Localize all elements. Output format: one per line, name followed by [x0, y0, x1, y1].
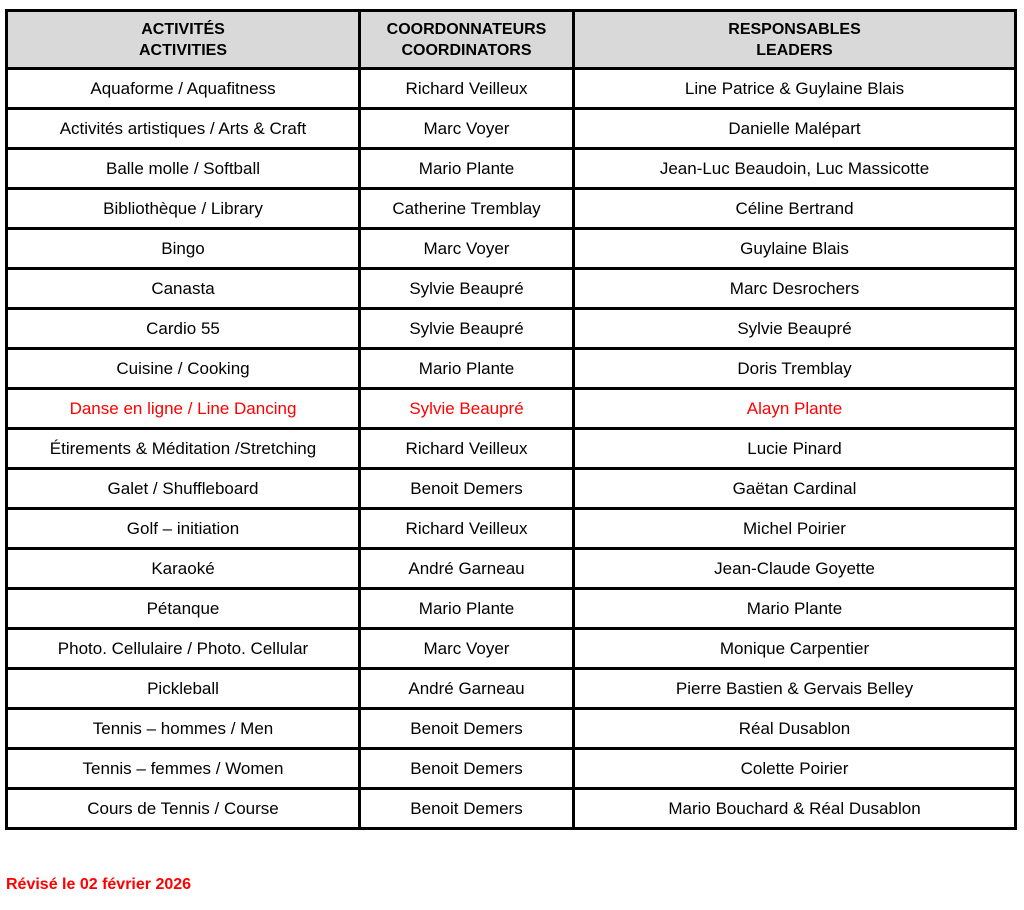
- coordinator-cell: Marc Voyer: [360, 229, 574, 269]
- leader-cell: Mario Plante: [574, 589, 1016, 629]
- coordinator-cell: André Garneau: [360, 549, 574, 589]
- leader-cell: Jean-Claude Goyette: [574, 549, 1016, 589]
- leader-cell: Mario Bouchard & Réal Dusablon: [574, 789, 1016, 829]
- table-row: [7, 109, 1016, 149]
- header-coordinators-en: COORDINATORS: [401, 41, 532, 59]
- leader-cell: Danielle Malépart: [574, 109, 1016, 149]
- leader-cell: Monique Carpentier: [574, 629, 1016, 669]
- table-header-row: [7, 11, 1016, 69]
- activity-cell: Bibliothèque / Library: [7, 189, 360, 229]
- leader-cell: Michel Poirier: [574, 509, 1016, 549]
- coordinator-cell: Benoit Demers: [360, 469, 574, 509]
- table-row: [7, 189, 1016, 229]
- leader-cell: Pierre Bastien & Gervais Belley: [574, 669, 1016, 709]
- header-coordinators-fr: COORDONNATEURS: [386, 20, 547, 38]
- activity-cell: Galet / Shuffleboard: [7, 469, 360, 509]
- header-leaders-en: LEADERS: [756, 41, 833, 59]
- table-row: [7, 709, 1016, 749]
- activities-table: [5, 9, 1017, 830]
- leader-cell: Céline Bertrand: [574, 189, 1016, 229]
- activity-cell: Cours de Tennis / Course: [7, 789, 360, 829]
- table-row-highlighted: [7, 389, 1016, 429]
- coordinator-cell: Mario Plante: [360, 149, 574, 189]
- activity-cell: Cardio 55: [7, 309, 360, 349]
- leader-cell: Guylaine Blais: [574, 229, 1016, 269]
- activity-cell: Pickleball: [7, 669, 360, 709]
- activities-sheet: [5, 9, 1014, 830]
- table-row: [7, 309, 1016, 349]
- activity-cell: Bingo: [7, 229, 360, 269]
- table-row: [7, 229, 1016, 269]
- table-row: [7, 429, 1016, 469]
- table-row: [7, 549, 1016, 589]
- coordinator-cell: Sylvie Beaupré: [360, 309, 574, 349]
- coordinator-cell: Catherine Tremblay: [360, 189, 574, 229]
- leader-cell: Colette Poirier: [574, 749, 1016, 789]
- leader-cell: Gaëtan Cardinal: [574, 469, 1016, 509]
- header-leaders-fr: RESPONSABLES: [728, 20, 861, 38]
- coordinator-cell: Richard Veilleux: [360, 509, 574, 549]
- table-row: [7, 149, 1016, 189]
- activity-cell: Tennis – hommes / Men: [7, 709, 360, 749]
- leader-cell: Jean-Luc Beaudoin, Luc Massicotte: [574, 149, 1016, 189]
- activity-cell: Karaoké: [7, 549, 360, 589]
- header-activities-en: ACTIVITIES: [138, 41, 227, 59]
- coordinator-cell: Benoit Demers: [360, 709, 574, 749]
- coordinator-cell: Mario Plante: [360, 349, 574, 389]
- coordinator-cell: Marc Voyer: [360, 629, 574, 669]
- table-row: [7, 69, 1016, 109]
- leader-cell: Sylvie Beaupré: [574, 309, 1016, 349]
- activity-cell: Cuisine / Cooking: [7, 349, 360, 389]
- header-activities: [7, 11, 360, 69]
- activity-cell: Activités artistiques / Arts & Craft: [7, 109, 360, 149]
- coordinator-cell: Benoit Demers: [360, 749, 574, 789]
- activity-cell: Photo. Cellulaire / Photo. Cellular: [7, 629, 360, 669]
- activity-cell: Pétanque: [7, 589, 360, 629]
- activity-cell: Danse en ligne / Line Dancing: [7, 389, 360, 429]
- activity-cell: Aquaforme / Aquafitness: [7, 69, 360, 109]
- table-row: [7, 269, 1016, 309]
- leader-cell: Lucie Pinard: [574, 429, 1016, 469]
- table-row: [7, 509, 1016, 549]
- activity-cell: Canasta: [7, 269, 360, 309]
- coordinator-cell: Marc Voyer: [360, 109, 574, 149]
- table-row: [7, 789, 1016, 829]
- coordinator-cell: Mario Plante: [360, 589, 574, 629]
- activity-cell: Étirements & Méditation /Stretching: [7, 429, 360, 469]
- leader-cell: Réal Dusablon: [574, 709, 1016, 749]
- revision-date: Révisé le 02 février 2026: [6, 876, 192, 893]
- coordinator-cell: Richard Veilleux: [360, 69, 574, 109]
- table-row: [7, 589, 1016, 629]
- coordinator-cell: Sylvie Beaupré: [360, 269, 574, 309]
- activity-cell: Balle molle / Softball: [7, 149, 360, 189]
- activity-cell: Tennis – femmes / Women: [7, 749, 360, 789]
- header-activities-fr: ACTIVITÉS: [141, 20, 225, 38]
- table-row: [7, 669, 1016, 709]
- coordinator-cell: Sylvie Beaupré: [360, 389, 574, 429]
- leader-cell: Line Patrice & Guylaine Blais: [574, 69, 1016, 109]
- table-row: [7, 629, 1016, 669]
- leader-cell: Doris Tremblay: [574, 349, 1016, 389]
- table-row: [7, 469, 1016, 509]
- header-leaders: [574, 11, 1016, 69]
- leader-cell: Marc Desrochers: [574, 269, 1016, 309]
- activity-cell: Golf – initiation: [7, 509, 360, 549]
- table-row: [7, 349, 1016, 389]
- coordinator-cell: Richard Veilleux: [360, 429, 574, 469]
- coordinator-cell: André Garneau: [360, 669, 574, 709]
- table-row: [7, 749, 1016, 789]
- coordinator-cell: Benoit Demers: [360, 789, 574, 829]
- leader-cell: Alayn Plante: [574, 389, 1016, 429]
- header-coordinators: [360, 11, 574, 69]
